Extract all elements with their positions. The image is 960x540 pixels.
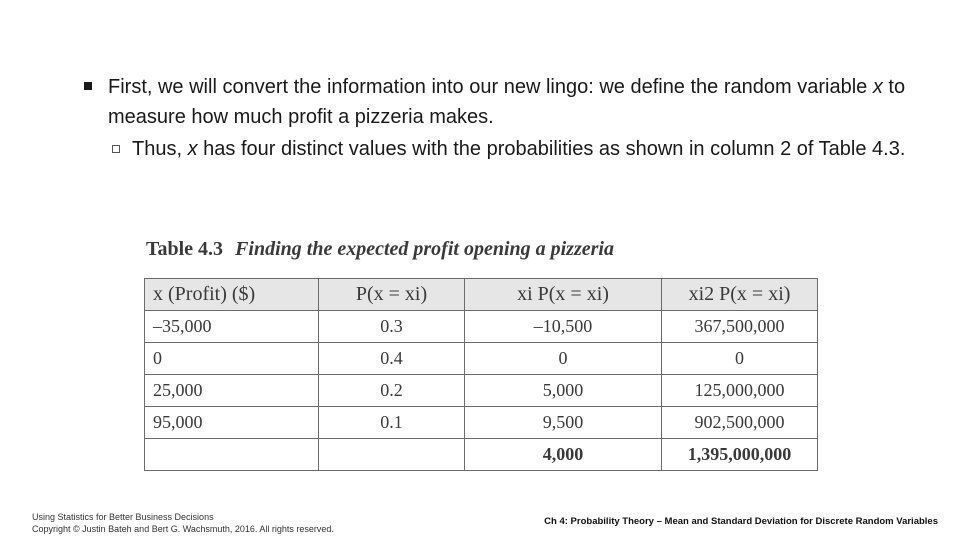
footer-source xyxy=(32,511,334,535)
table-cell xyxy=(319,439,465,471)
bullet-1-text-b: to measure how much profit a pizzeria makes. xyxy=(108,76,906,128)
table-cell: 9,500 xyxy=(465,407,662,439)
header-cell: xi P(x = xi) xyxy=(465,279,662,311)
table-row xyxy=(145,343,818,375)
table-cell: 0.1 xyxy=(319,407,465,439)
table-cell: 0 xyxy=(145,343,319,375)
bullet-level-2 xyxy=(108,134,924,164)
table-cell: 902,500,000 xyxy=(662,407,818,439)
bullet-2-text-b: has four distinct values with the probabilities as shown in column 2 of Table 4.3. xyxy=(197,138,906,160)
table-cell: –10,500 xyxy=(465,311,662,343)
bullet-1-variable: x xyxy=(872,76,883,98)
table-title: Finding the expected profit opening a pizzeria xyxy=(235,238,614,260)
bullet-1-text-a: First, we will convert the information into our new lingo: we define the random variable xyxy=(108,76,873,98)
bullet-level-1 xyxy=(84,72,924,132)
header-cell: xi2 P(x = xi) xyxy=(662,279,818,311)
bullet-2-text-a: Thus, xyxy=(132,138,188,160)
table-cell: 125,000,000 xyxy=(662,375,818,407)
bullet-list xyxy=(84,72,924,164)
table-row xyxy=(145,311,818,343)
hollow-square-bullet-icon xyxy=(112,145,120,153)
table-cell: 0.4 xyxy=(319,343,465,375)
footer-copyright: Copyright © Justin Bateh and Bert G. Wachsmuth, 2016. All rights reserved. xyxy=(32,524,334,534)
footer-book-title: Using Statistics for Better Business Decisions xyxy=(32,512,214,522)
expected-profit-table xyxy=(144,278,818,471)
table-cell: 1,395,000,000 xyxy=(662,439,818,471)
table-cell: 95,000 xyxy=(145,407,319,439)
table-number: Table 4.3 xyxy=(146,238,224,260)
table-cell: –35,000 xyxy=(145,311,319,343)
table-total-row xyxy=(145,439,818,471)
table-caption xyxy=(146,238,706,261)
table-cell: 0 xyxy=(662,343,818,375)
table-cell xyxy=(145,439,319,471)
table-cell: 0.3 xyxy=(319,311,465,343)
table-cell: 5,000 xyxy=(465,375,662,407)
table-row xyxy=(145,407,818,439)
header-cell: x (Profit) ($) xyxy=(145,279,319,311)
table-cell: 4,000 xyxy=(465,439,662,471)
table-header-row xyxy=(145,279,818,311)
table-cell: 25,000 xyxy=(145,375,319,407)
square-bullet-icon xyxy=(84,82,92,90)
bullet-2-variable: x xyxy=(187,138,198,160)
footer-chapter: Ch 4: Probability Theory – Mean and Standard Deviation for Discrete Random Variables xyxy=(544,516,938,527)
table-cell: 367,500,000 xyxy=(662,311,818,343)
table-cell: 0.2 xyxy=(319,375,465,407)
table-cell: 0 xyxy=(465,343,662,375)
header-cell: P(x = xi) xyxy=(319,279,465,311)
table-row xyxy=(145,375,818,407)
